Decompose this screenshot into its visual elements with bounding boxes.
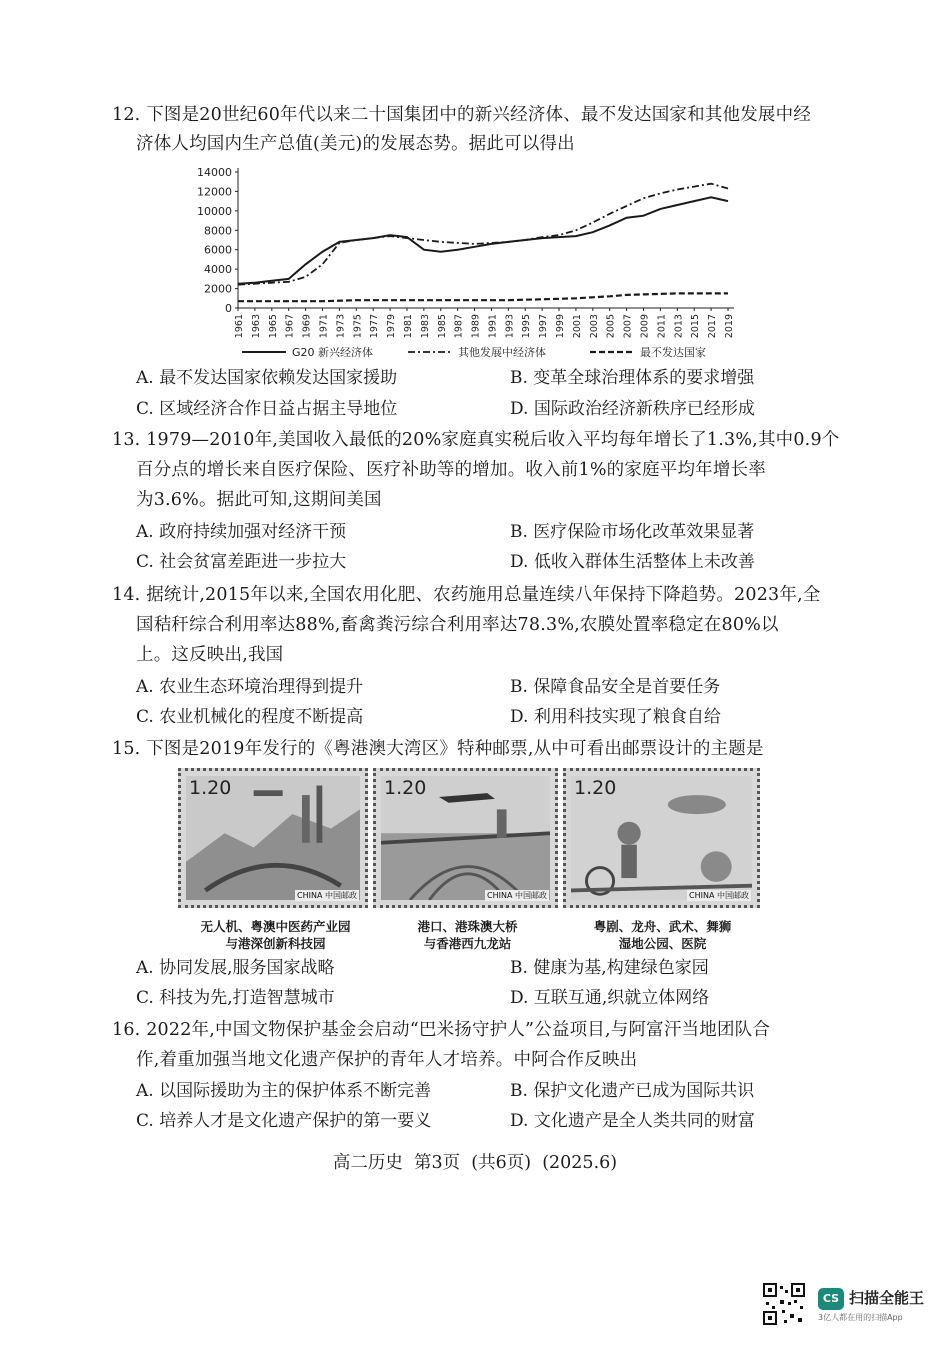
x-tick-label: 2015 xyxy=(690,314,702,339)
q16-option-d[interactable]: D. 文化遗产是全人类共同的财富 xyxy=(510,1111,755,1131)
x-tick-label: 1961 xyxy=(234,314,245,339)
page-footer: 高二历史 第3页 (共6页) (2025.6) xyxy=(332,1153,618,1173)
x-tick-label: 1967 xyxy=(284,314,296,339)
x-tick-label: 2019 xyxy=(724,314,735,339)
stamp-2-face-value: 1.20 xyxy=(384,777,427,799)
x-tick-label: 1993 xyxy=(504,314,516,339)
stamp-1-caption xyxy=(178,918,373,952)
y-tick-label: 14000 xyxy=(197,166,232,179)
q16-stem-line1: 16. 2022年,中国文物保护基金会启动“巴米扬守护人”公益项目,与阿富汗当地团队合 xyxy=(112,1020,771,1040)
x-tick-label: 1975 xyxy=(352,314,364,339)
x-tick-label: 1963 xyxy=(250,314,262,339)
x-tick-label: 1999 xyxy=(555,314,567,339)
q13-option-d[interactable]: D. 低收入群体生活整体上未改善 xyxy=(510,552,755,572)
legend-label-2: 其他发展中经济体 xyxy=(458,346,546,359)
x-tick-label: 1991 xyxy=(487,314,499,339)
q13-stem-line1: 13. 1979—2010年,美国收入最低的20%家庭真实税后收入平均每年增长了1.3%,其中0.9个 xyxy=(112,430,840,450)
y-tick-label: 4000 xyxy=(204,263,232,277)
q14-stem-line1: 14. 据统计,2015年以来,全国农用化肥、农药施用总量连续八年保持下降趋势。2023年,全 xyxy=(112,585,821,605)
stamp-1 xyxy=(178,768,368,908)
y-tick-label: 8000 xyxy=(204,224,232,238)
q15-option-c[interactable]: C. 科技为先,打造智慧城市 xyxy=(136,988,335,1008)
x-tick-label: 2013 xyxy=(673,313,685,339)
legend-label-1: G20 新兴经济体 xyxy=(292,346,374,359)
x-tick-label: 1995 xyxy=(521,314,533,339)
x-tick-label: 2011 xyxy=(656,314,668,339)
q13-option-b[interactable]: B. 医疗保险市场化改革效果显著 xyxy=(510,522,755,542)
x-tick-label: 2009 xyxy=(639,314,651,339)
x-tick-label: 1981 xyxy=(402,314,414,339)
series-line-3 xyxy=(238,293,728,301)
x-tick-label: 1983 xyxy=(419,314,431,339)
q13-stem-line2: 百分点的增长来自医疗保险、医疗补助等的增加。收入前1%的家庭平均年增长率 xyxy=(136,460,766,480)
stamp-3-caption xyxy=(565,918,760,952)
x-tick-label: 1969 xyxy=(301,314,313,339)
stamp-2 xyxy=(373,768,558,908)
stamp-3-post-mark: CHINA 中国邮政 xyxy=(689,891,749,900)
stamp-2-caption xyxy=(375,918,560,952)
q13-stem-line3: 为3.6%。据此可知,这期间美国 xyxy=(136,490,382,510)
stamp-3-caption-line1: 粤剧、龙舟、武术、舞狮 xyxy=(593,919,732,934)
q16-option-c[interactable]: C. 培养人才是文化遗产保护的第一要义 xyxy=(136,1111,432,1131)
x-tick-label: 1973 xyxy=(335,314,347,339)
q12-stem-line2: 济体人均国内生产总值(美元)的发展态势。据此可以得出 xyxy=(136,134,575,154)
y-tick-label: 2000 xyxy=(204,282,232,296)
q14-stem-line2: 国秸秆综合利用率达88%,畜禽粪污综合利用率达78.3%,农膜处置率稳定在80%以 xyxy=(136,615,779,635)
stamp-1-post-mark: CHINA 中国邮政 xyxy=(297,891,357,900)
x-tick-label: 1987 xyxy=(453,314,465,339)
x-tick-label: 2017 xyxy=(707,314,719,339)
stamp-3-face-value: 1.20 xyxy=(574,777,617,799)
x-tick-label: 1977 xyxy=(369,314,381,339)
y-tick-label: 10000 xyxy=(197,204,232,218)
q12-option-c[interactable]: C. 区域经济合作日益占据主导地位 xyxy=(136,399,398,419)
x-tick-label: 2007 xyxy=(622,314,634,339)
stamp-2-caption-line1: 港口、港珠澳大桥 xyxy=(417,919,518,934)
q16-option-b[interactable]: B. 保护文化遗产已成为国际共识 xyxy=(510,1081,755,1101)
q15-option-a[interactable]: A. 协同发展,服务国家战略 xyxy=(136,958,335,978)
stamp-2-post-mark: CHINA 中国邮政 xyxy=(487,891,547,900)
x-tick-label: 2001 xyxy=(571,314,583,339)
x-tick-label: 2005 xyxy=(605,314,617,339)
scanner-watermark xyxy=(818,1284,928,1324)
gdp-per-capita-chart xyxy=(190,160,750,365)
x-tick-label: 1979 xyxy=(386,314,398,339)
watermark-app-name: 扫描全能王 xyxy=(849,1289,925,1307)
stamp-set xyxy=(178,768,760,918)
y-tick-label: 0 xyxy=(225,302,232,315)
stamp-3-caption-line2: 湿地公园、医院 xyxy=(618,936,707,951)
x-tick-label: 1985 xyxy=(436,314,448,339)
q15-option-d[interactable]: D. 互联互通,织就立体网络 xyxy=(510,988,710,1008)
q14-stem-line3: 上。这反映出,我国 xyxy=(136,645,284,665)
q13-option-a[interactable]: A. 政府持续加强对经济干预 xyxy=(136,522,347,542)
stamp-1-caption-line1: 无人机、粤澳中医药产业园 xyxy=(200,919,351,934)
y-tick-label: 12000 xyxy=(197,185,232,199)
q14-option-b[interactable]: B. 保障食品安全是首要任务 xyxy=(510,677,721,697)
x-tick-label: 1997 xyxy=(538,314,550,339)
stamp-1-caption-line2: 与港深创新科技园 xyxy=(225,936,326,951)
legend-label-3: 最不发达国家 xyxy=(640,346,706,359)
q14-option-d[interactable]: D. 利用科技实现了粮食自给 xyxy=(510,707,721,727)
q12-option-b[interactable]: B. 变革全球治理体系的要求增强 xyxy=(510,368,755,388)
series-line-1 xyxy=(238,197,728,283)
x-tick-label: 1971 xyxy=(318,314,330,339)
stamp-3 xyxy=(563,768,760,908)
q12-option-d[interactable]: D. 国际政治经济新秩序已经形成 xyxy=(510,399,755,419)
camscanner-logo-icon: CS xyxy=(818,1288,844,1310)
q14-option-a[interactable]: A. 农业生态环境治理得到提升 xyxy=(136,677,364,697)
qr-code-icon xyxy=(762,1282,806,1326)
y-tick-label: 6000 xyxy=(204,243,232,257)
x-tick-label: 1989 xyxy=(470,314,482,339)
x-tick-label: 2003 xyxy=(588,314,600,339)
q14-option-c[interactable]: C. 农业机械化的程度不断提高 xyxy=(136,707,364,727)
stamp-2-caption-line2: 与香港西九龙站 xyxy=(423,936,512,951)
q13-option-c[interactable]: C. 社会贫富差距进一步拉大 xyxy=(136,552,347,572)
q16-stem-line2: 作,着重加强当地文化遗产保护的青年人才培养。中阿合作反映出 xyxy=(136,1050,638,1070)
series-line-2 xyxy=(238,184,728,285)
q16-option-a[interactable]: A. 以国际援助为主的保护体系不断完善 xyxy=(136,1081,432,1101)
q12-option-a[interactable]: A. 最不发达国家依赖发达国家援助 xyxy=(136,368,398,388)
q12-stem-line1: 12. 下图是20世纪60年代以来二十国集团中的新兴经济体、最不发达国家和其他发展中经 xyxy=(112,105,812,125)
q15-option-b[interactable]: B. 健康为基,构建绿色家园 xyxy=(510,958,709,978)
x-tick-label: 1965 xyxy=(267,314,279,339)
watermark-tagline: 3亿人都在用的扫描App xyxy=(818,1313,903,1322)
line-chart-svg xyxy=(190,160,750,365)
stamp-1-face-value: 1.20 xyxy=(189,777,232,799)
q15-stem-line1: 15. 下图是2019年发行的《粤港澳大湾区》特种邮票,从中可看出邮票设计的主题是 xyxy=(112,739,764,759)
